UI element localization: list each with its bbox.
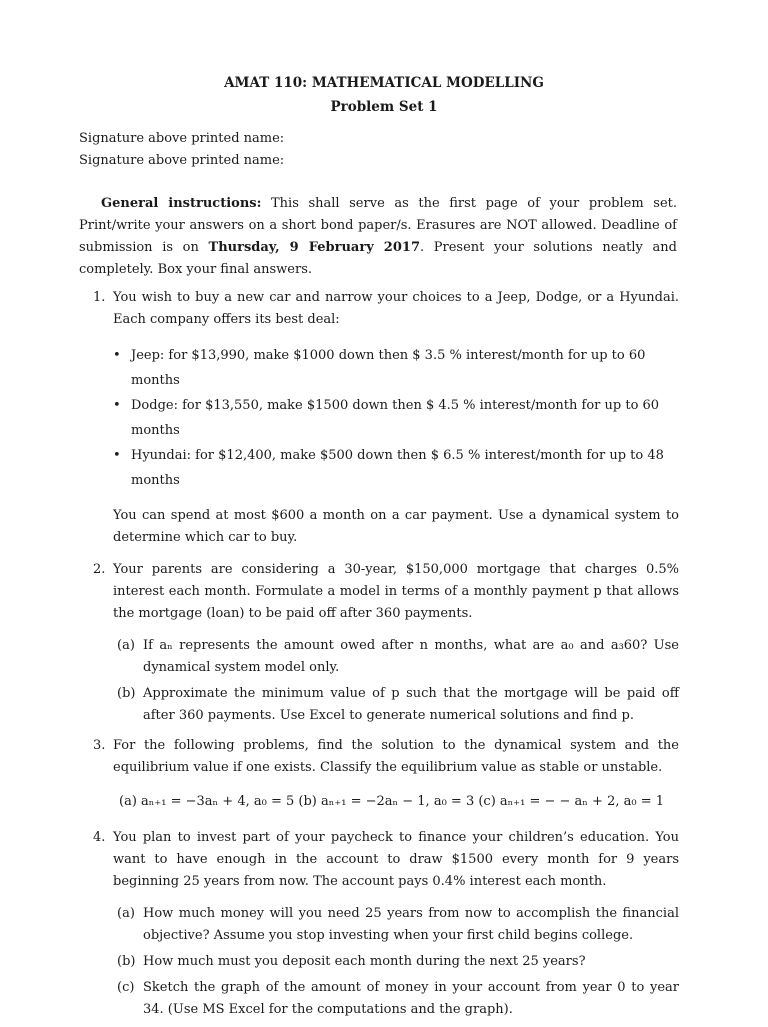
subpart-text: If aₙ represents the amount owed after n months, what are a₀ and a₃60? Use dynamical system model only.	[143, 638, 679, 675]
problem-number: 2.	[93, 562, 106, 577]
general-instructions	[79, 193, 677, 281]
bullet-icon: •	[113, 348, 121, 363]
subpart	[113, 903, 679, 947]
instructions-text-after: . Present your solutions neatly and completely. Box your final answers.	[79, 240, 677, 277]
problem-followup: You can spend at most $600 a month on a car payment. Use a dynamical system to determine which car to buy.	[113, 508, 679, 545]
deal-text: Jeep: for $13,990, make $1000 down then $ 3.5 % interest/month for up to 60 months	[131, 348, 646, 388]
course-title: AMAT 110: MATHEMATICAL MODELLING	[224, 75, 544, 91]
problem-list	[79, 287, 679, 1027]
signature-line-2: Signature above printed name:	[79, 153, 285, 168]
problem-number: 4.	[93, 830, 106, 845]
subpart	[113, 635, 679, 679]
deal-text: Dodge: for $13,550, make $1500 down then $ 4.5 % interest/month for up to 60 months	[131, 398, 660, 438]
subpart-list	[113, 635, 679, 727]
subpart-list	[113, 903, 679, 1021]
bullet-icon: •	[113, 448, 121, 463]
problem-text: Your parents are considering a 30-year, $150,000 mortgage that charges 0.5% interest each month. Formulate a model in terms of a monthly payment p that allows the mortgage (loan) to be paid off after 360 payments.	[113, 562, 679, 621]
equation-line: (a) aₙ₊₁ = −3aₙ + 4, a₀ = 5 (b) aₙ₊₁ = −2aₙ − 1, a₀ = 3 (c) aₙ₊₁ = − − aₙ + 2, a₀ = 1	[119, 794, 665, 809]
problem-text: For the following problems, find the solution to the dynamical system and the equilibrium value if one exists. Classify the equilibrium value as stable or unstable.	[113, 738, 679, 775]
subpart	[113, 951, 679, 973]
problem-number: 3.	[93, 738, 106, 753]
deal-list	[113, 343, 679, 493]
subpart-label: (a)	[117, 906, 135, 921]
bullet-icon: •	[113, 398, 121, 413]
problem-text: You wish to buy a new car and narrow your choices to a Jeep, Dodge, or a Hyundai. Each company offers its best deal:	[113, 290, 679, 327]
problem-3	[79, 735, 679, 813]
problem-text: You plan to invest part of your paycheck to finance your children’s education. You want to have enough in the account to draw $1500 every month for 9 years beginning 25 years from now. The account pays 0.4% interest each month.	[113, 830, 679, 889]
deal-item-dodge	[113, 393, 679, 443]
instructions-deadline: Thursday, 9 February 2017	[208, 240, 420, 255]
problem-4	[79, 827, 679, 1021]
problem-2	[79, 559, 679, 727]
deal-item-jeep	[113, 343, 679, 393]
subpart-label: (b)	[117, 954, 136, 969]
signature-line-1: Signature above printed name:	[79, 131, 285, 146]
problem-1	[79, 287, 679, 549]
subpart-text: How much must you deposit each month during the next 25 years?	[143, 954, 586, 969]
subpart-label: (c)	[117, 980, 135, 995]
subpart-label: (a)	[117, 638, 135, 653]
subpart-label: (b)	[117, 686, 136, 701]
problem-number: 1.	[93, 290, 106, 305]
instructions-label: General instructions:	[101, 196, 262, 211]
deal-text: Hyundai: for $12,400, make $500 down then $ 6.5 % interest/month for up to 48 months	[131, 448, 664, 488]
instructions-text: This shall serve as the first page of your problem set. Print/write your answers on a short bond paper/s. Erasures are NOT allowed. Deadline of submission is on	[79, 196, 677, 255]
subpart-text: Sketch the graph of the amount of money in your account from year 0 to year 34. (Use MS Excel for the computations and the graph).	[143, 980, 679, 1017]
deal-item-hyundai	[113, 443, 679, 493]
subpart-text: Approximate the minimum value of p such that the mortgage will be paid off after 360 payments. Use Excel to generate numerical solutions and find p.	[143, 686, 679, 723]
subpart	[113, 977, 679, 1021]
subpart	[113, 683, 679, 727]
problem-set-title: Problem Set 1	[330, 99, 438, 115]
subpart-text: How much money will you need 25 years from now to accomplish the financial objective? Assume you stop investing when your first child begins college.	[143, 906, 679, 943]
